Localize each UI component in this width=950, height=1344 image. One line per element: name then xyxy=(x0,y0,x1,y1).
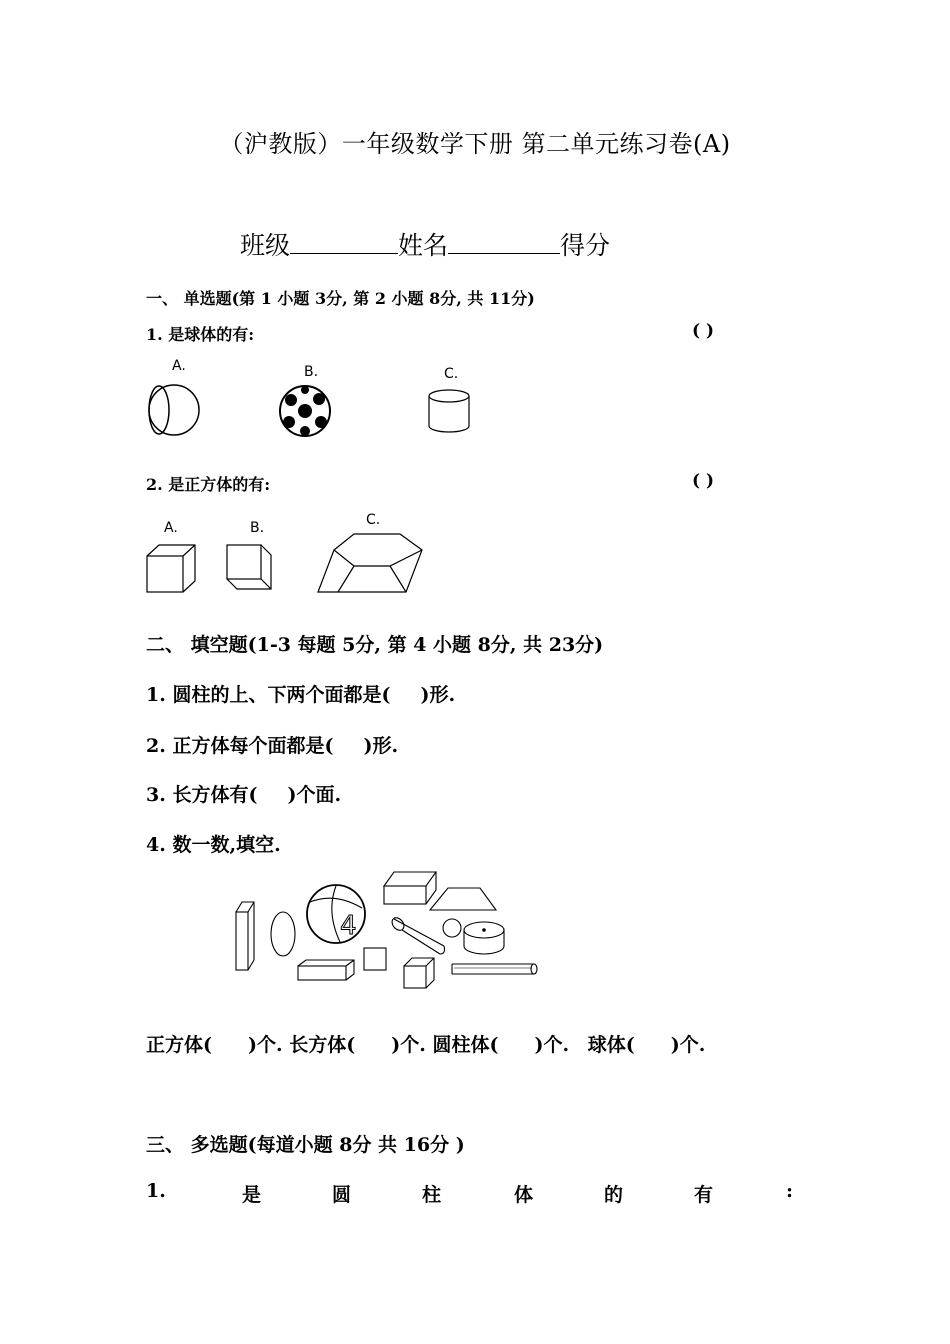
cube-figure-a xyxy=(144,542,200,598)
shapes-collage xyxy=(230,862,550,994)
cube-figure-b xyxy=(224,542,276,594)
name-label: 姓名 xyxy=(398,231,449,260)
flat-cuboid-shape-bottom xyxy=(298,960,354,980)
s1-q2-answer[interactable]: ( ) xyxy=(692,471,715,491)
small-square-shape xyxy=(364,948,386,970)
oval-shape xyxy=(271,912,295,956)
student-info xyxy=(240,226,610,262)
sphere-figure xyxy=(146,380,206,440)
s3-q1-char: : xyxy=(786,1180,794,1202)
s3-q1-char: 有 xyxy=(694,1184,714,1206)
count-sphere-pre: 球体( xyxy=(587,1034,635,1056)
count-cube-post: )个. xyxy=(248,1034,283,1056)
s2-q3-pre: 3. 长方体有( xyxy=(146,784,258,806)
s1-q2-option-a: A. xyxy=(164,520,178,536)
trapezoid-shape xyxy=(430,888,496,910)
s2-q3-post: )个面. xyxy=(287,784,342,806)
flat-cuboid-shape-top xyxy=(384,872,436,904)
s2-q1-post: )形. xyxy=(420,684,456,706)
s3-q1-char: 是 xyxy=(242,1184,262,1206)
page-title: （沪教版）一年级数学下册 第二单元练习卷(A) xyxy=(219,130,731,158)
s2-q3 xyxy=(146,780,341,807)
s3-q1-char: 1. xyxy=(146,1180,166,1202)
count-cylinder-pre: 圆柱体( xyxy=(432,1034,499,1056)
name-blank[interactable] xyxy=(448,231,560,254)
count-cuboid-post: )个. xyxy=(391,1034,426,1056)
frustum-figure xyxy=(316,532,426,598)
tall-cuboid-shape xyxy=(236,902,254,970)
s3-q1-char: 的 xyxy=(604,1184,624,1206)
small-circle-shape xyxy=(443,919,461,937)
s2-q2-pre: 2. 正方体每个面都是( xyxy=(146,735,334,757)
s3-q1-char: 柱 xyxy=(422,1184,442,1206)
cylinder-center-dot xyxy=(482,928,486,932)
s1-q1-answer[interactable]: ( ) xyxy=(692,321,715,341)
s1-q1-option-a: A. xyxy=(172,358,186,374)
section1-heading: 一、 单选题(第 1 小题 3分, 第 2 小题 8分, 共 11分) xyxy=(146,289,535,308)
s3-q1-char: 圆 xyxy=(332,1184,352,1206)
long-rod-shape xyxy=(452,964,537,974)
soccer-ball-figure xyxy=(278,384,334,440)
s2-q1 xyxy=(146,680,455,707)
count-line xyxy=(146,1030,705,1057)
s2-q4-text: 4. 数一数,填空. xyxy=(146,834,281,856)
short-cylinder-shape xyxy=(464,922,504,954)
s1-q2-text: 2. 是正方体的有: xyxy=(146,475,271,494)
s1-q1-option-c: C. xyxy=(444,366,459,382)
count-cylinder-post: )个. xyxy=(534,1034,570,1056)
s1-q2-option-b: B. xyxy=(250,520,265,536)
section3-heading: 三、 多选题(每道小题 8分 共 16分 ) xyxy=(146,1134,465,1156)
class-label: 班级 xyxy=(240,231,291,260)
score-label: 得分 xyxy=(560,231,611,260)
s2-q2-post: )形. xyxy=(363,735,399,757)
s1-q1-option-b: B. xyxy=(304,364,319,380)
class-blank[interactable] xyxy=(290,231,398,254)
count-sphere-post: )个. xyxy=(670,1034,706,1056)
s3-q1-char: 体 xyxy=(514,1184,534,1206)
ball-digit: 4 xyxy=(340,911,357,941)
tilted-cylinder-shape xyxy=(390,915,445,954)
cylinder-figure xyxy=(426,388,476,436)
count-cube-pre: 正方体( xyxy=(146,1034,212,1056)
s2-q2 xyxy=(146,731,398,758)
s1-q2-option-c: C. xyxy=(366,512,381,528)
small-cube-shape xyxy=(404,958,434,988)
s1-q1-text: 1. 是球体的有: xyxy=(146,325,255,344)
count-cuboid-pre: 长方体( xyxy=(289,1034,356,1056)
section2-heading: 二、 填空题(1-3 每题 5分, 第 4 小题 8分, 共 23分) xyxy=(146,634,604,656)
s2-q1-pre: 1. 圆柱的上、下两个面都是( xyxy=(146,684,391,706)
